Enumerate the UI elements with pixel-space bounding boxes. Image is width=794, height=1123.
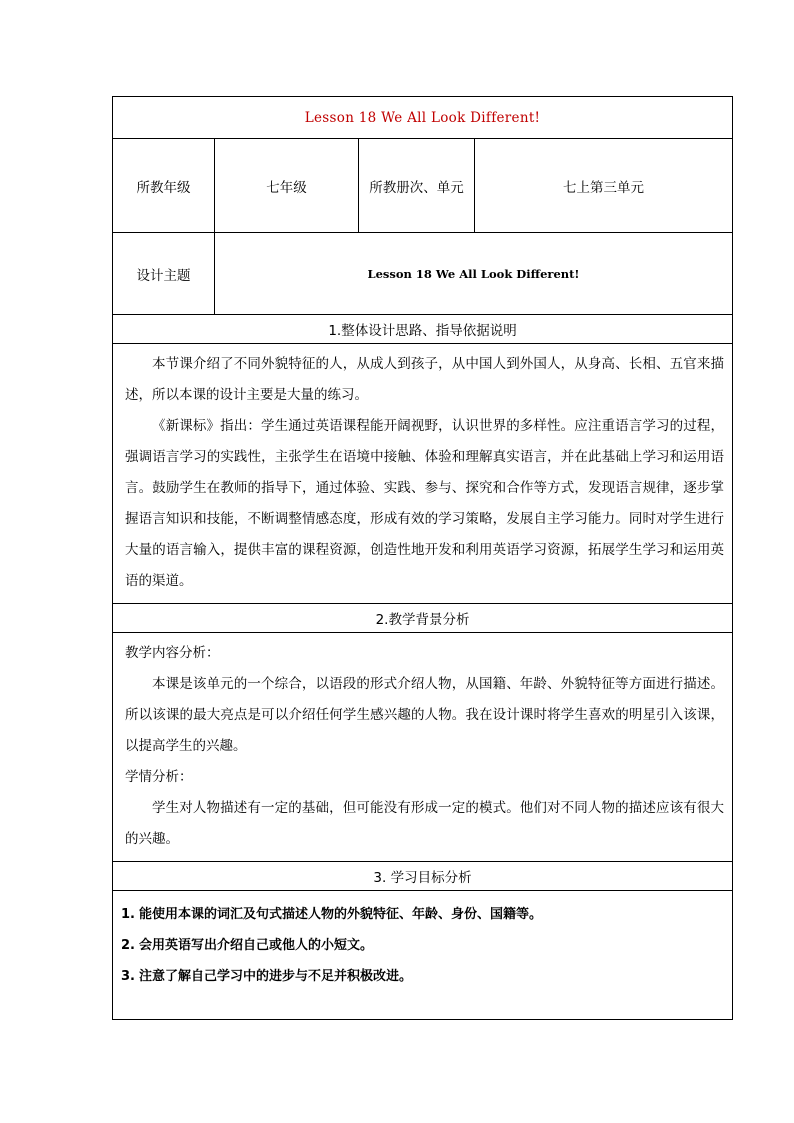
goal-text: 注意了解自己学习中的进步与不足并积极改进。: [139, 969, 413, 984]
goal-text: 能使用本课的词汇及句式描述人物的外貌特征、年龄、身份、国籍等。: [139, 907, 543, 922]
section3-heading: 3. 学习目标分析: [113, 862, 733, 891]
section1-heading: 1.整体设计思路、指导依据说明: [113, 315, 733, 344]
volume-value: 七上第三单元: [475, 139, 733, 233]
section1-body: [113, 344, 733, 604]
lesson-plan-table: [112, 96, 733, 1020]
section2-body: [113, 633, 733, 862]
section1-paragraph: 本节课介绍了不同外貌特征的人，从成人到孩子，从中国人到外国人，从身高、长相、五官来描述，所以本课的设计主要是大量的练习。: [125, 356, 725, 403]
student-analysis-text: 学生对人物描述有一定的基础，但可能没有形成一定的模式。他们对不同人物的描述应该有很大的兴趣。: [125, 800, 725, 847]
section2-heading: 2.教学背景分析: [113, 604, 733, 633]
volume-label: 所教册次、单元: [359, 139, 475, 233]
theme-value: Lesson 18 We All Look Different!: [215, 233, 733, 315]
grade-value: 七年级: [215, 139, 359, 233]
grade-label: 所教年级: [113, 139, 215, 233]
theme-label: 设计主题: [113, 233, 215, 315]
goal-number: 2.: [121, 938, 135, 953]
section1-paragraph: 《新课标》指出：学生通过英语课程能开阔视野，认识世界的多样性。应注重语言学习的过程，强调语言学习的实践性，主张学生在语境中接触、体验和理解真实语言，并在此基础上学习和运用语言。鼓励学生在教师的指导下，通过体验、实践、参与、探究和合作等方式，发现语言规律，逐步掌握语言知识和技能，不断调整情感态度，形成有效的学习策略，发展自主学习能力。同时对学生进行大量的语言输入，提供丰富的课程资源，创造性地开发和利用英语学习资源，拓展学生学习和运用英语的渠道。: [125, 418, 725, 589]
goal-text: 会用英语写出介绍自己或他人的小短文。: [139, 938, 374, 953]
lesson-title: Lesson 18 We All Look Different!: [113, 97, 733, 139]
goals-list: [113, 891, 733, 1020]
student-analysis-label: 学情分析：: [125, 769, 193, 785]
goal-item: [121, 899, 724, 930]
content-analysis-text: 本课是该单元的一个综合，以语段的形式介绍人物，从国籍、年龄、外貌特征等方面进行描述。所以该课的最大亮点是可以介绍任何学生感兴趣的人物。我在设计课时将学生喜欢的明星引入该课，以提高学生的兴趣。: [125, 676, 725, 754]
goal-number: 1.: [121, 907, 135, 922]
goal-number: 3.: [121, 969, 135, 984]
content-analysis-label: 教学内容分析：: [125, 645, 220, 661]
goal-item: [121, 930, 724, 961]
goal-item: [121, 961, 724, 992]
